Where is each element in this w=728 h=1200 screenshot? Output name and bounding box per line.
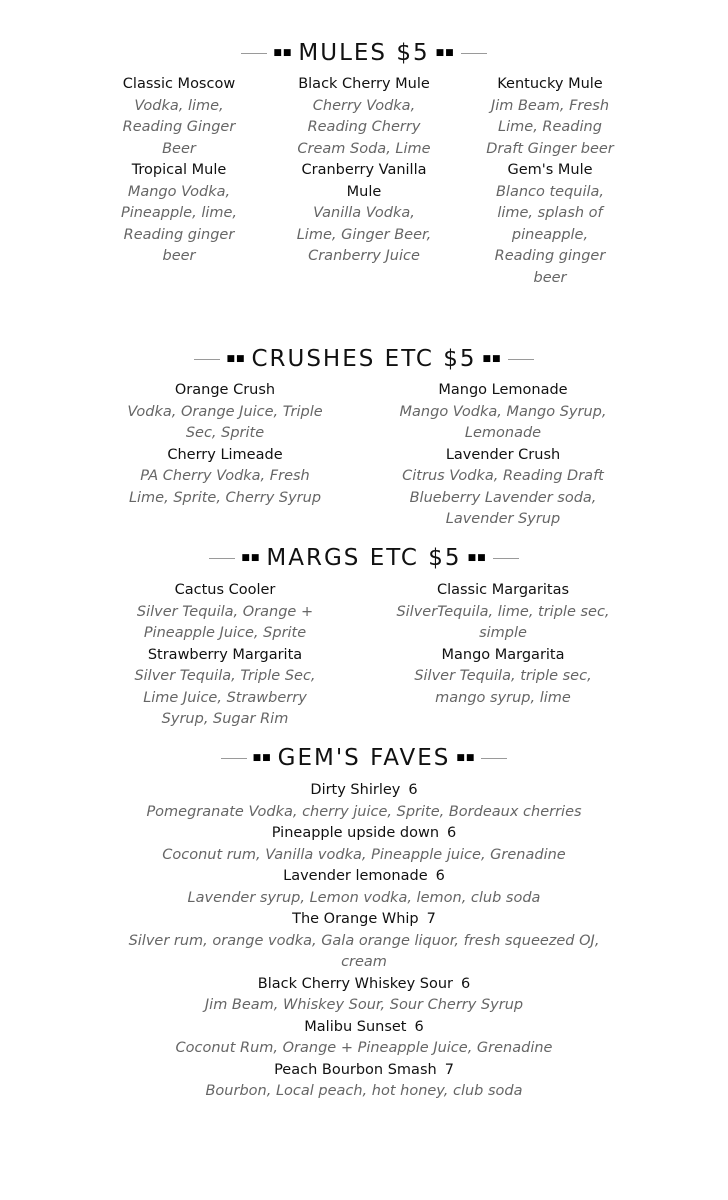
drink-name: Kentucky Mule — [497, 76, 603, 92]
drink-description: Silver rum, orange vodka, Gala orange liquor, fresh squeezed OJ, cream — [128, 932, 600, 970]
bullet-icon: ■■ — [226, 353, 246, 364]
divider-left — [241, 53, 267, 54]
divider-right — [481, 758, 507, 759]
drink-name: Mango Margarita — [441, 646, 565, 663]
fave-item — [0, 1017, 728, 1060]
drink-name: Malibu Sunset — [304, 1018, 407, 1035]
drink-name: Lavender lemonade — [283, 868, 428, 884]
drink-price: 6 — [461, 975, 471, 992]
drink-description: Coconut Rum, Orange + Pineapple Juice, Grenadine — [175, 1040, 553, 1056]
bullet-icon: ■■ — [482, 353, 502, 364]
drink-title — [0, 909, 728, 931]
drink-description: SilverTequila, lime, triple sec, simple — [396, 603, 610, 641]
drink-price: 6 — [447, 825, 457, 841]
drink-price: 7 — [444, 1061, 454, 1078]
drink-description: Coconut rum, Vanilla vodka, Pineapple juice, Grenadine — [162, 846, 566, 863]
drink-price: 6 — [435, 868, 445, 884]
margs-column-1 — [130, 580, 320, 731]
drink-price: 6 — [414, 1018, 424, 1035]
drink-description: Citrus Vodka, Reading Draft Blueberry Lavender soda, Lavender Syrup — [402, 468, 604, 527]
drink-title — [0, 1017, 728, 1039]
section-title-mules — [0, 36, 728, 70]
drink-name: Pineapple upside down — [271, 825, 440, 841]
drink-description: Lavender syrup, Lemon vodka, lemon, club soda — [187, 889, 541, 906]
drink-description: PA Cherry Vodka, Fresh Lime, Sprite, Cherry Syrup — [128, 468, 322, 506]
drink-name: Orange Crush — [174, 382, 276, 398]
divider-right — [493, 558, 519, 559]
drink-price: 7 — [426, 911, 436, 927]
drink-description: Jim Beam, Whiskey Sour, Sour Cherry Syrup — [204, 997, 524, 1013]
drink-name: Cranberry Vanilla Mule — [301, 162, 427, 200]
drink-name: Dirty Shirley — [310, 782, 401, 798]
drink-title — [0, 866, 728, 888]
bullet-icon: ■■ — [435, 47, 455, 58]
drink-name: Cactus Cooler — [174, 582, 276, 598]
drink-price: 6 — [408, 782, 418, 798]
divider-left — [221, 758, 247, 759]
faves-list — [0, 780, 728, 1103]
fave-item — [0, 866, 728, 909]
drink-description: Blanco tequila, lime, splash of pineapple, Reading ginger beer — [494, 183, 606, 286]
fave-item — [0, 1060, 728, 1103]
drink-description: Vanilla Vodka, Lime, Ginger Beer, Cranberry Juice — [296, 205, 432, 264]
fave-item — [0, 780, 728, 823]
drink-description: Pomegranate Vodka, cherry juice, Sprite, Bordeaux cherries — [146, 803, 582, 820]
section-title-faves — [0, 741, 728, 775]
bullet-icon: ■■ — [241, 552, 261, 563]
drink-name: The Orange Whip — [292, 911, 419, 927]
crushes-column-1 — [124, 380, 326, 509]
crushes-column-2 — [396, 380, 610, 531]
section-title-margs — [0, 541, 728, 575]
drink-title — [0, 823, 728, 845]
section-heading: GEM'S FAVES — [277, 745, 451, 771]
drink-name: Strawberry Margarita — [147, 646, 303, 663]
drink-name: Gem's Mule — [507, 162, 593, 178]
drink-description: Silver Tequila, triple sec, mango syrup, lime — [414, 668, 592, 706]
drink-description: Vodka, Orange Juice, Triple Sec, Sprite — [127, 403, 323, 441]
drink-name: Peach Bourbon Smash — [274, 1061, 437, 1078]
drink-description: Silver Tequila, Triple Sec, Lime Juice, Strawberry Syrup, Sugar Rim — [134, 668, 316, 727]
mules-column-1 — [106, 74, 252, 268]
fave-item — [0, 823, 728, 866]
drink-description: Jim Beam, Fresh Lime, Reading Draft Ginger beer — [486, 97, 614, 157]
drink-name: Black Cherry Mule — [298, 76, 430, 92]
bullet-icon: ■■ — [467, 552, 487, 563]
bullet-icon: ■■ — [273, 47, 293, 58]
bullet-icon: ■■ — [252, 752, 272, 763]
section-title-crushes — [0, 342, 728, 376]
drink-name: Black Cherry Whiskey Sour — [257, 975, 454, 992]
mules-column-2 — [296, 74, 432, 268]
drink-name: Tropical Mule — [131, 162, 227, 178]
drink-name: Lavender Crush — [445, 446, 561, 463]
drink-description: Mango Vodka, Pineapple, lime, Reading ginger beer — [120, 183, 238, 264]
divider-right — [508, 359, 534, 360]
drink-title — [0, 974, 728, 996]
drink-title — [0, 1060, 728, 1082]
divider-left — [209, 558, 235, 559]
section-heading: MULES $5 — [298, 40, 430, 66]
drink-name: Classic Moscow — [122, 76, 236, 92]
drink-description: Bourbon, Local peach, hot honey, club soda — [205, 1083, 523, 1099]
drink-description: Silver Tequila, Orange + Pineapple Juice, Sprite — [136, 603, 314, 641]
drink-name: Cherry Limeade — [167, 446, 283, 463]
mules-column-3 — [484, 74, 616, 289]
drink-description: Vodka, lime, Reading Ginger Beer — [122, 97, 236, 157]
drink-name: Mango Lemonade — [438, 382, 568, 398]
drink-description: Mango Vodka, Mango Syrup, Lemonade — [399, 403, 607, 441]
divider-right — [461, 53, 487, 54]
section-heading: MARGS ETC $5 — [266, 545, 462, 571]
section-heading: CRUSHES ETC $5 — [251, 346, 477, 372]
drink-description: Cherry Vodka, Reading Cherry Cream Soda, Lime — [297, 97, 431, 157]
bullet-icon: ■■ — [456, 752, 476, 763]
margs-column-2 — [394, 580, 612, 709]
drink-title — [0, 780, 728, 802]
divider-left — [194, 359, 220, 360]
fave-item — [0, 974, 728, 1017]
drink-name: Classic Margaritas — [436, 582, 570, 598]
fave-item — [0, 909, 728, 974]
